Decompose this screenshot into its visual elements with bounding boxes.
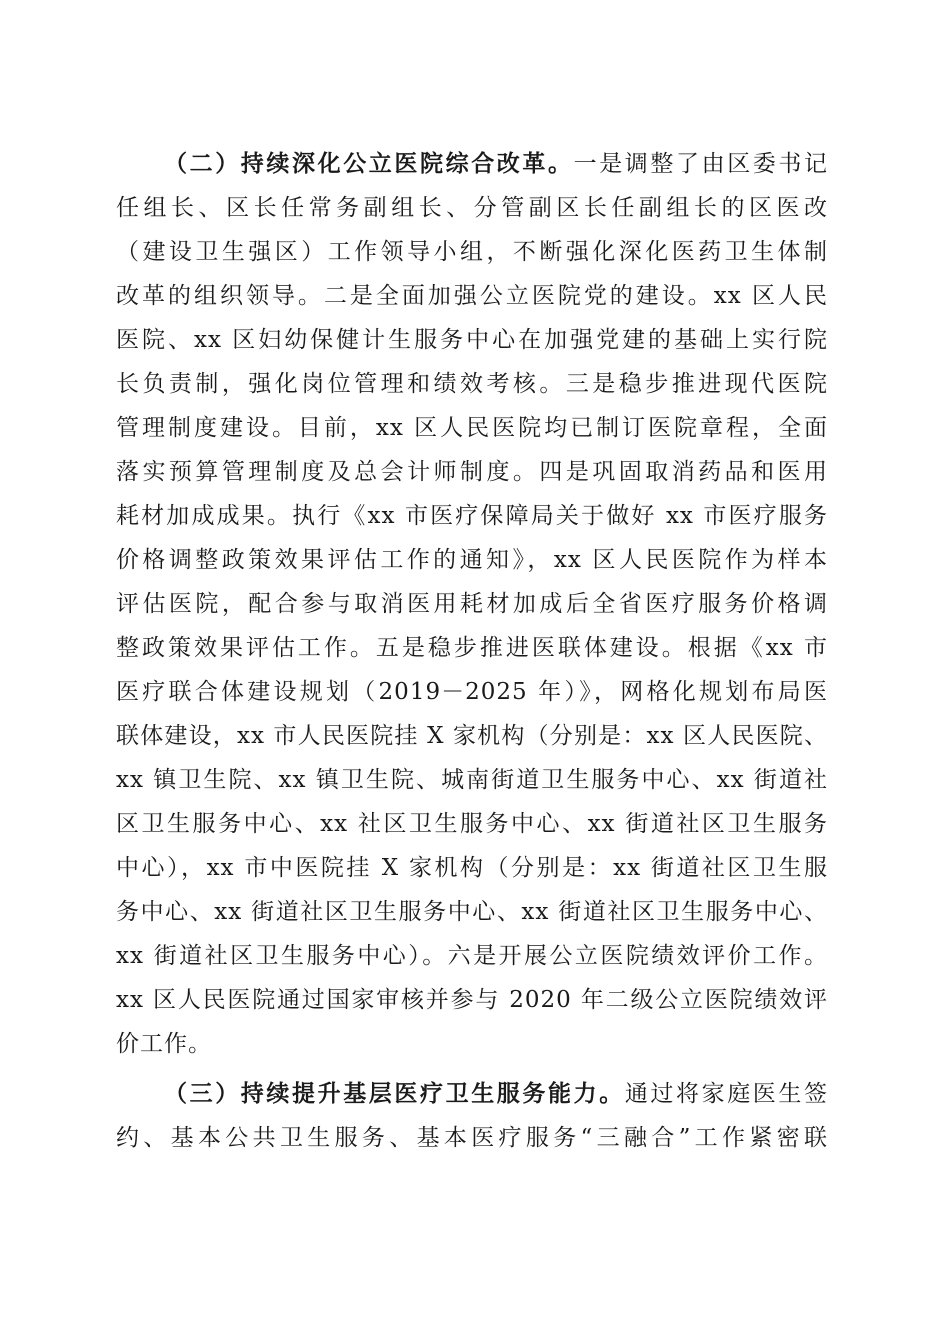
text-line: 价格调整政策效果评估工作的通知》，xx 区人民医院作为样本: [116, 547, 828, 573]
text-line: 管理制度建设。目前，xx 区人民医院均已制订医院章程，全面: [116, 415, 828, 441]
body-text: [116, 142, 828, 1160]
section3-first-line-rest: 通过将家庭医生签: [624, 1081, 829, 1107]
text-line: 医院、xx 区妇幼保健计生服务中心在加强党建的基础上实行院: [116, 327, 828, 353]
text-line: 务中心、xx 街道社区卫生服务中心、xx 街道社区卫生服务中心、: [116, 899, 828, 925]
text-line: 耗材加成成果。执行《xx 市医疗保障局关于做好 xx 市医疗服务: [116, 503, 828, 529]
text-line: 价工作。: [116, 1031, 212, 1057]
text-line: 长负责制，强化岗位管理和绩效考核。三是稳步推进现代医院: [116, 371, 828, 397]
text-line: 改革的组织领导。二是全面加强公立医院党的建设。xx 区人民: [116, 283, 828, 309]
text-line: xx 区人民医院通过国家审核并参与 2020 年二级公立医院绩效评: [116, 987, 828, 1013]
section2-first-line: [116, 142, 828, 186]
text-line: xx 镇卫生院、xx 镇卫生院、城南街道卫生服务中心、xx 街道社: [116, 767, 828, 793]
text-line: 任组长、区长任常务副组长、分管副区长任副组长的区医改: [116, 195, 828, 221]
text-line: 落实预算管理制度及总会计师制度。四是巩固取消药品和医用: [116, 459, 828, 485]
section3-heading: （三）持续提升基层医疗卫生服务能力。: [164, 1080, 625, 1107]
text-line: 区卫生服务中心、xx 社区卫生服务中心、xx 街道社区卫生服务: [116, 811, 828, 837]
text-line: 评估医院，配合参与取消医用耗材加成后全省医疗服务价格调: [116, 591, 828, 617]
section3-first-line: [116, 1072, 828, 1116]
text-line: 中心），xx 市中医院挂 X 家机构（分别是：xx 街道社区卫生服: [116, 855, 828, 881]
text-line: 医疗联合体建设规划（2019－2025 年）》，网格化规划布局医: [116, 679, 828, 705]
section2-heading: （二）持续深化公立医院综合改革。: [164, 150, 574, 177]
section2-first-line-rest: 一是调整了由区委书记: [573, 151, 829, 177]
text-line: 约、基本公共卫生服务、基本医疗服务“三融合”工作紧密联: [116, 1125, 828, 1151]
text-line: 联体建设，xx 市人民医院挂 X 家机构（分别是：xx 区人民医院、: [116, 723, 828, 749]
text-line: （建设卫生强区）工作领导小组，不断强化深化医药卫生体制: [116, 239, 828, 265]
text-line: 整政策效果评估工作。五是稳步推进医联体建设。根据《xx 市: [116, 635, 828, 661]
text-line: xx 街道社区卫生服务中心）。六是开展公立医院绩效评价工作。: [116, 943, 828, 969]
